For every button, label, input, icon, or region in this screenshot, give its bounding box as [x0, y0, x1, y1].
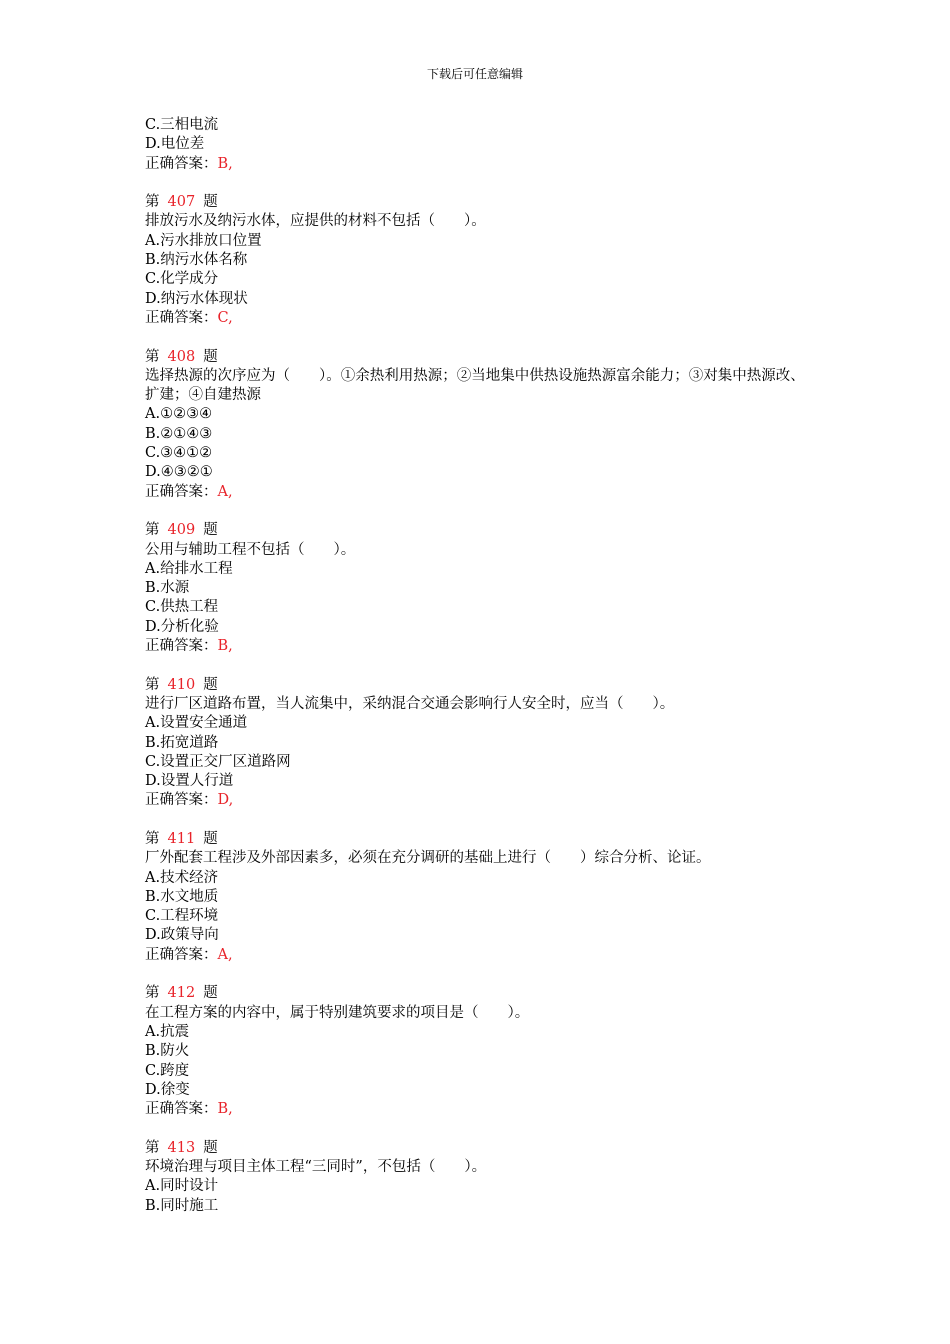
option: D.纳污水体现状: [145, 290, 248, 307]
option: B.纳污水体名称: [145, 252, 248, 269]
option: A.抗震: [145, 1023, 190, 1040]
question-prefix: 第: [145, 522, 160, 539]
question-suffix: 题: [203, 348, 218, 365]
option: C.化学成分: [145, 271, 219, 288]
answer-line: [145, 791, 825, 810]
answer-line: [145, 946, 825, 965]
option: D.④③②①: [145, 464, 213, 481]
question-block: [145, 1139, 825, 1216]
answer-line: [145, 637, 825, 656]
answer-label: 正确答案：: [145, 792, 218, 809]
option: B.防火: [145, 1043, 190, 1060]
question-number: 413: [167, 1139, 196, 1156]
question-number: 410: [167, 676, 196, 693]
answer-value: A,: [217, 483, 233, 500]
option: A.①②③④: [145, 406, 213, 423]
option: C.跨度: [145, 1062, 190, 1079]
question-stem: 进行厂区道路布置，当人流集中，采纳混合交通会影响行人安全时，应当（ ）。: [145, 695, 675, 712]
question-title: [145, 193, 825, 212]
option: C.设置正交厂区道路网: [145, 753, 291, 770]
answer-value: B,: [217, 155, 233, 172]
answer-label: 正确答案：: [145, 946, 218, 963]
option: A.同时设计: [145, 1178, 219, 1195]
question-prefix: 第: [145, 830, 160, 847]
question-suffix: 题: [203, 522, 218, 539]
question-stem: 厂外配套工程涉及外部因素多，必须在充分调研的基础上进行（ ）综合分析、论证。: [145, 850, 711, 867]
option: B.②①④③: [145, 425, 213, 442]
option: D.电位差: [145, 136, 205, 153]
question-prefix: 第: [145, 348, 160, 365]
option: A.技术经济: [145, 869, 219, 886]
question-stem: 选择热源的次序应为（ ）。①余热利用热源；②当地集中供热设施热源富余能力；③对集中热源改、扩建；④自建热源: [145, 367, 805, 404]
question-number: 409: [167, 522, 196, 539]
question-title: [145, 1139, 825, 1158]
question-block: [145, 348, 825, 502]
answer-label: 正确答案：: [145, 1101, 218, 1118]
question-block: [145, 984, 825, 1119]
option: B.水源: [145, 580, 190, 597]
option: A.设置安全通道: [145, 715, 248, 732]
question-number: 411: [167, 830, 196, 847]
question-suffix: 题: [203, 1139, 218, 1156]
question-block-partial: [145, 116, 825, 174]
option: D.设置人行道: [145, 773, 234, 790]
option: B.拓宽道路: [145, 734, 219, 751]
question-number: 407: [167, 194, 196, 211]
option: C.③④①②: [145, 445, 213, 462]
question-prefix: 第: [145, 676, 160, 693]
option: B.同时施工: [145, 1197, 219, 1214]
option: C.工程环境: [145, 908, 219, 925]
question-prefix: 第: [145, 1139, 160, 1156]
question-stem: 公用与辅助工程不包括（ ）。: [145, 541, 356, 558]
question-prefix: 第: [145, 194, 160, 211]
question-suffix: 题: [203, 830, 218, 847]
question-block: [145, 830, 825, 965]
answer-value: D,: [217, 792, 234, 809]
question-block: [145, 521, 825, 656]
question-number: 412: [167, 985, 196, 1002]
answer-value: B,: [217, 638, 233, 655]
answer-label: 正确答案：: [145, 155, 218, 172]
option: B.水文地质: [145, 888, 219, 905]
question-title: [145, 984, 825, 1003]
answer-label: 正确答案：: [145, 638, 218, 655]
answer-label: 正确答案：: [145, 309, 218, 326]
question-stem: 在工程方案的内容中，属于特别建筑要求的项目是（ ）。: [145, 1004, 530, 1021]
answer-line: [145, 1100, 825, 1119]
question-suffix: 题: [203, 194, 218, 211]
option: D.政策导向: [145, 927, 219, 944]
question-block: [145, 676, 825, 811]
answer-label: 正确答案：: [145, 483, 218, 500]
answer-value: C,: [217, 309, 233, 326]
answer-line: [145, 155, 825, 174]
option: C.供热工程: [145, 599, 219, 616]
answer-value: A,: [217, 946, 233, 963]
question-title: [145, 348, 825, 367]
question-title: [145, 830, 825, 849]
option: D.分析化验: [145, 618, 219, 635]
question-suffix: 题: [203, 985, 218, 1002]
question-list: [145, 116, 825, 1235]
question-suffix: 题: [203, 676, 218, 693]
answer-line: [145, 483, 825, 502]
option: A.污水排放口位置: [145, 232, 262, 249]
question-number: 408: [167, 348, 196, 365]
answer-line: [145, 309, 825, 328]
page-header: 下载后可任意编辑: [426, 67, 523, 81]
answer-value: B,: [217, 1101, 233, 1118]
option: A.给排水工程: [145, 560, 233, 577]
option: D.徐变: [145, 1081, 190, 1098]
option: C.三相电流: [145, 117, 219, 133]
question-block: [145, 193, 825, 328]
question-prefix: 第: [145, 985, 160, 1002]
question-stem: 排放污水及纳污水体，应提供的材料不包括（ ）。: [145, 213, 486, 230]
question-title: [145, 676, 825, 695]
question-stem: 环境治理与项目主体工程“三同时”，不包括（ ）。: [145, 1159, 487, 1176]
question-title: [145, 521, 825, 540]
